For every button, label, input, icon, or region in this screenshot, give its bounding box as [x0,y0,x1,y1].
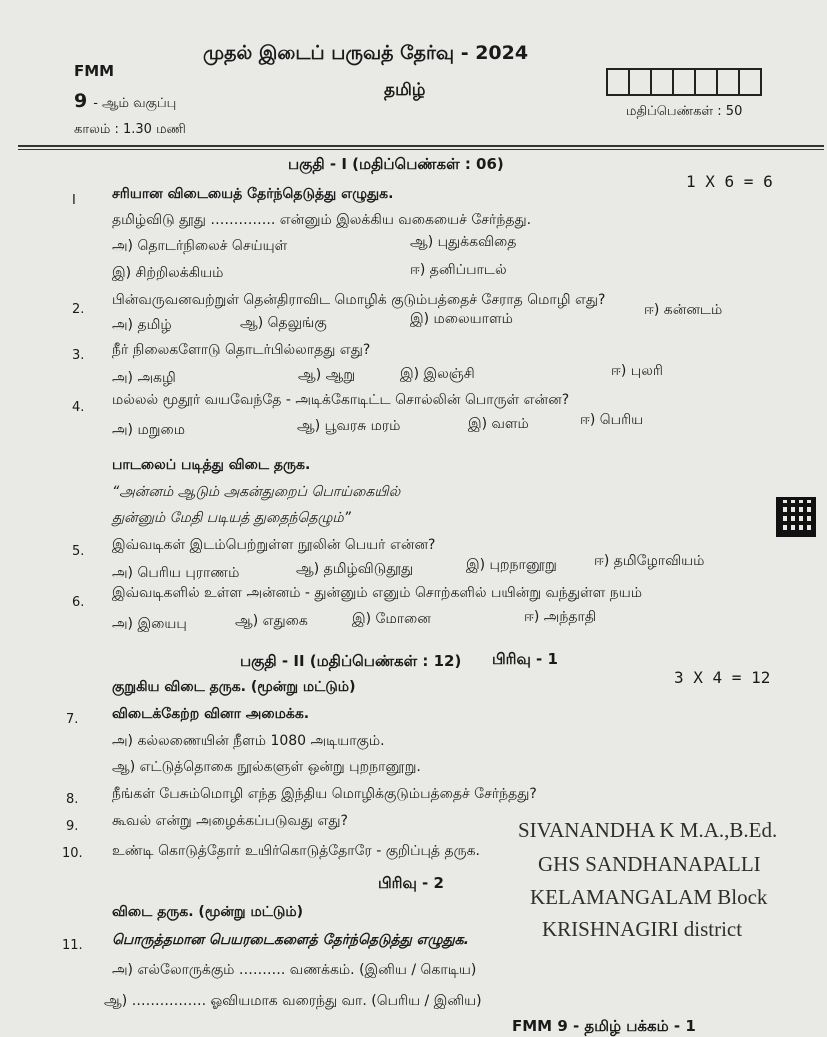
exam-title: முதல் இடைப் பருவத் தேர்வு - 2024 [203,42,529,64]
q3-option-a: அ) அகழி [112,370,176,386]
register-number-boxes [606,68,762,96]
q2-option-d: ஈ) கன்னடம் [644,302,723,318]
q3-option-b: ஆ) ஆறு [298,367,356,383]
q9-number: 9. [66,819,79,834]
q1-option-d: ஈ) தனிப்பாடல் [410,262,507,278]
page-footer: FMM 9 - தமிழ் பக்கம் - 1 [512,1017,696,1035]
q1-text: தமிழ்விடு தூது ………….. என்னும் இலக்கிய வகையைச் சேர்ந்தது. [112,212,532,228]
max-marks: மதிப்பெண்கள் : 50 [626,104,743,119]
q11-text: பொருத்தமான பெயரடைகளைத் தேர்ந்தெடுத்து எழுதுக. [112,932,469,948]
instruction-number: I [72,193,76,208]
q1-option-a: அ) தொடர்நிலைச் செய்யுள் [112,238,288,254]
verse-line-1: “அன்னம் ஆடும் அகன்துறைப் பொய்கையில் [112,484,401,500]
q8-text: நீங்கள் பேசும்மொழி எந்த இந்திய மொழிக்குடும்பத்தைச் சேர்ந்தது? [112,786,537,802]
q5-number: 5. [72,544,85,559]
q11-number: 11. [62,938,83,953]
part2-instruction-2: விடை தருக. (மூன்று மட்டும்) [112,904,304,920]
q3-option-c: இ) இலஞ்சி [400,366,475,382]
header-divider [18,145,824,147]
qr-code-icon [776,497,816,537]
q3-text: நீர் நிலைகளோடு தொடர்பில்லாதது எது? [112,342,371,358]
q6-text: இவ்வடிகளில் உள்ள அன்னம் - துன்னும் எனும் சொற்களில் பயின்று வந்துள்ள நயம் [112,585,642,601]
q2-option-a: அ) தமிழ் [112,317,172,333]
q7-item-a: அ) கல்லணையின் நீளம் 1080 அடியாகும். [112,733,385,749]
q11-item-b: ஆ) ……………. ஓவியமாக வரைந்து வா. (பெரிய / இனிய) [104,993,482,1009]
q7-item-b: ஆ) எட்டுத்தொகை நூல்களுள் ஒன்று புறநானூறு. [112,759,421,775]
q7-number: 7. [66,712,79,727]
q6-number: 6. [72,595,85,610]
teacher-stamp-line-3: KELAMANGALAM Block [530,885,768,909]
q7-text: விடைக்கேற்ற வினா அமைக்க. [112,706,310,722]
q5-option-b: ஆ) தமிழ்விடுதூது [296,561,414,577]
q3-option-d: ஈ) புலரி [611,363,663,379]
subject-name: தமிழ் [384,80,426,100]
grade-line [74,90,176,112]
verse-line-2: துன்னும் மேதி படியத் துதைந்தெழும்” [112,510,351,526]
part2-heading: பகுதி - II (மதிப்பெண்கள் : 12) [240,652,462,670]
part1-instruction: சரியான விடையைத் தேர்ந்தெடுத்து எழுதுக. [112,186,394,202]
q5-text: இவ்வடிகள் இடம்பெற்றுள்ள நூலின் பெயர் என்ன? [112,537,436,553]
part2-instruction-1: குறுகிய விடை தருக. (மூன்று மட்டும்) [112,679,356,695]
part2-formula: 3 X 4 = 12 [674,668,771,687]
q2-text: பின்வருவனவற்றுள் தென்திராவிட மொழிக் குடும்பத்தைச் சேராத மொழி எது? [112,292,606,308]
teacher-stamp-line-4: KRISHNAGIRI district [542,917,743,941]
q9-text: கூவல் என்று அழைக்கப்படுவது எது? [112,813,348,829]
q8-number: 8. [66,792,79,807]
header-divider-thin [18,149,824,150]
q6-option-a: அ) இயைபு [112,616,187,632]
q2-option-c: இ) மலையாளம் [410,311,513,327]
q5-option-d: ஈ) தமிழோவியம் [594,553,705,569]
q4-option-a: அ) மறுமை [112,422,185,438]
grade-number: 9 [74,90,88,112]
teacher-stamp-line-1: SIVANANDHA K M.A.,B.Ed. [518,818,778,842]
q5-option-a: அ) பெரிய புராணம் [112,565,240,581]
q10-text: உண்டி கொடுத்தோர் உயிர்கொடுத்தோரே - குறிப்புத் தருக. [112,843,480,859]
q4-option-b: ஆ) பூவரசு மரம் [297,418,401,434]
part2-division-2: பிரிவு - 2 [378,874,444,892]
q10-number: 10. [62,846,83,861]
grade-label: - ஆம் வகுப்பு [93,96,177,111]
part1-formula: 1 X 6 = 6 [686,172,773,191]
q1-option-b: ஆ) புதுக்கவிதை [410,234,517,250]
passage-instruction: பாடலைப் படித்து விடை தருக. [112,457,311,473]
q6-option-c: இ) மோனை [352,611,431,627]
q4-option-c: இ) வளம் [468,416,529,432]
q1-option-c: இ) சிற்றிலக்கியம் [112,265,224,281]
part1-heading: பகுதி - I (மதிப்பெண்கள் : 06) [288,155,504,173]
q11-item-a: அ) எல்லோருக்கும் ………. வணக்கம். (இனிய / கொடிய) [112,962,477,978]
q4-number: 4. [72,400,85,415]
q4-text: மல்லல் மூதூர் வயவேந்தே - அடிக்கோடிட்ட சொல்லின் பொருள் என்ன? [112,392,570,408]
q2-option-b: ஆ) தெலுங்கு [240,315,327,331]
exam-time: காலம் : 1.30 மணி [74,122,186,137]
q6-option-d: ஈ) அந்தாதி [524,609,597,625]
part2-division-1: பிரிவு - 1 [492,650,558,668]
q2-number: 2. [72,302,85,317]
q3-number: 3. [72,348,85,363]
q4-option-d: ஈ) பெரிய [580,412,644,428]
q6-option-b: ஆ) எதுகை [235,613,308,629]
exam-code: FMM [74,62,115,80]
teacher-stamp-line-2: GHS SANDHANAPALLI [538,852,761,876]
q5-option-c: இ) புறநானூறு [466,557,557,573]
